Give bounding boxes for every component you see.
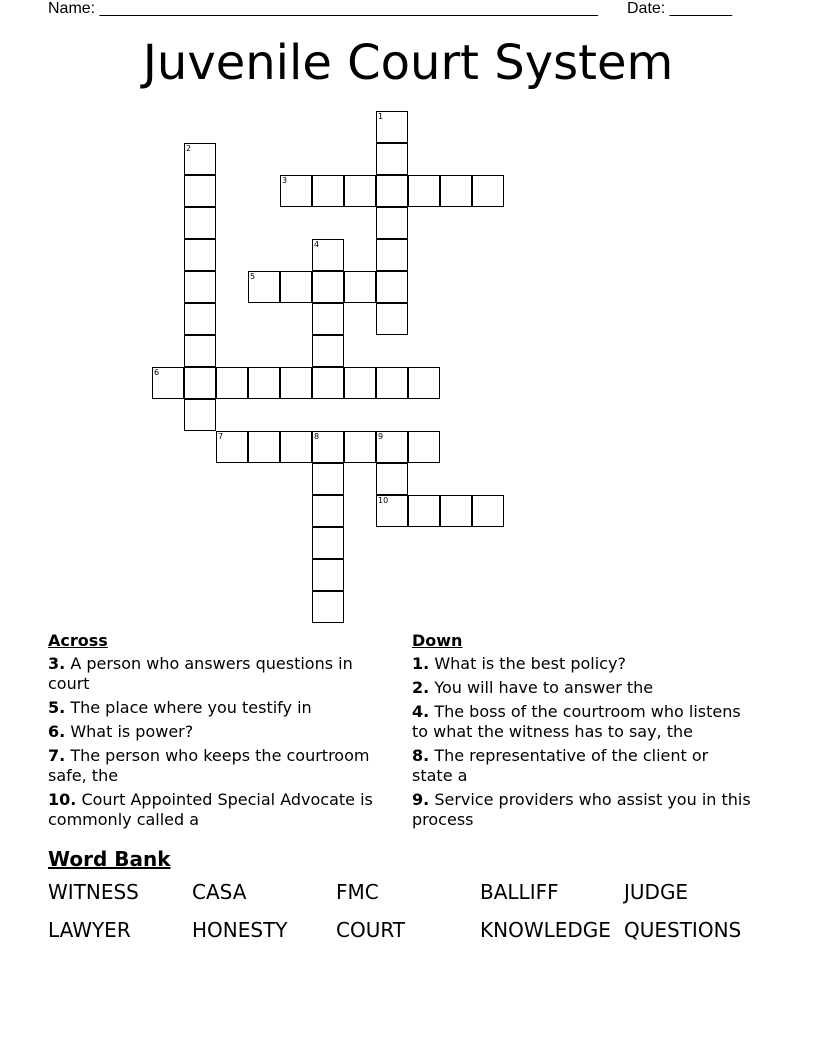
clue-number: 3. [48,654,66,673]
crossword-cell[interactable] [248,271,280,303]
crossword-cell[interactable] [312,495,344,527]
clue-number: 2. [412,678,430,697]
crossword-cell[interactable] [376,143,408,175]
clue-text: What is power? [70,722,194,741]
clue-number: 7. [48,746,66,765]
crossword-cell[interactable] [376,463,408,495]
crossword-cell[interactable] [376,495,408,527]
across-heading: Across [48,631,108,650]
crossword-cell[interactable] [152,367,184,399]
crossword-cell[interactable] [184,335,216,367]
word-bank-heading: Word Bank [48,847,171,871]
clue-text: The representative of the client or state a [412,746,709,785]
date-field[interactable]: Date: _______ [627,0,732,17]
crossword-cell[interactable] [312,527,344,559]
crossword-cell[interactable] [376,271,408,303]
word-bank-item: JUDGE [624,880,689,904]
clue-text: A person who answers questions in court [48,654,353,693]
clue-number: 8. [412,746,430,765]
crossword-cell[interactable] [472,495,504,527]
clue-down [412,746,752,786]
crossword-cell[interactable] [280,175,312,207]
clue-across [48,746,384,786]
crossword-cell[interactable] [184,303,216,335]
clue-number: 9. [412,790,430,809]
clue-number-label: 10 [378,496,389,505]
crossword-cell[interactable] [184,207,216,239]
word-bank-item: WITNESS [48,880,139,904]
down-clues [412,631,752,834]
word-bank-item: LAWYER [48,918,131,942]
clue-text: What is the best policy? [434,654,626,673]
crossword-cell[interactable] [312,431,344,463]
crossword-cell[interactable] [280,271,312,303]
crossword-cell[interactable] [184,399,216,431]
crossword-cell[interactable] [216,431,248,463]
clue-number: 5. [48,698,66,717]
crossword-cell[interactable] [376,431,408,463]
word-bank-item: CASA [192,880,247,904]
page-title: Juvenile Court System [142,35,674,91]
crossword-cell[interactable] [376,367,408,399]
clue-across [48,722,384,742]
crossword-cell[interactable] [440,495,472,527]
crossword-cell[interactable] [344,175,376,207]
word-bank-item: HONESTY [192,918,288,942]
across-clues [48,631,384,834]
crossword-cell[interactable] [312,367,344,399]
word-bank [48,880,768,943]
crossword-cell[interactable] [408,175,440,207]
down-heading: Down [412,631,463,650]
clue-text: The boss of the courtroom who listens to what the witness has to say, the [412,702,741,741]
crossword-cell[interactable] [376,111,408,143]
crossword-cell[interactable] [312,271,344,303]
clue-across [48,790,384,830]
clue-number: 6. [48,722,66,741]
clue-number-label: 6 [154,368,160,377]
clue-number-label: 3 [282,176,288,185]
clue-number: 4. [412,702,430,721]
clue-text: The place where you testify in [70,698,312,717]
crossword-cell[interactable] [376,175,408,207]
word-bank-item: FMC [336,880,379,904]
clue-text: The person who keeps the courtroom safe, the [48,746,370,785]
clue-number: 1. [412,654,430,673]
crossword-cell[interactable] [248,367,280,399]
crossword-cell[interactable] [344,367,376,399]
clue-down [412,790,752,830]
word-bank-item: KNOWLEDGE [480,918,611,942]
crossword-cell[interactable] [280,431,312,463]
crossword-cell[interactable] [312,335,344,367]
crossword-cell[interactable] [312,559,344,591]
clue-number-label: 4 [314,240,320,249]
crossword-cell[interactable] [184,143,216,175]
crossword-cell[interactable] [312,303,344,335]
clue-text: Court Appointed Special Advocate is commonly called a [48,790,373,829]
header [48,0,748,22]
crossword-cell[interactable] [312,463,344,495]
crossword-cell[interactable] [376,239,408,271]
crossword-cell[interactable] [280,367,312,399]
clue-text: You will have to answer the [434,678,654,697]
word-bank-item: QUESTIONS [624,918,742,942]
crossword-cell[interactable] [376,207,408,239]
clue-number-label: 5 [250,272,256,281]
crossword-cell[interactable] [184,175,216,207]
crossword-cell[interactable] [408,367,440,399]
name-field[interactable]: Name: ________________________________________________________ [48,0,598,17]
crossword-cell[interactable] [408,495,440,527]
crossword-cell[interactable] [344,271,376,303]
word-bank-item: BALLIFF [480,880,559,904]
clue-down [412,678,752,698]
clue-number: 10. [48,790,77,809]
crossword-cell[interactable] [184,367,216,399]
crossword-cell[interactable] [248,431,280,463]
clue-number-label: 9 [378,432,384,441]
clue-number-label: 2 [186,144,192,153]
crossword-cell[interactable] [344,431,376,463]
crossword-cell[interactable] [376,303,408,335]
crossword-cell[interactable] [184,271,216,303]
crossword-cell[interactable] [312,239,344,271]
crossword-cell[interactable] [440,175,472,207]
clue-number-label: 1 [378,112,384,121]
clue-number-label: 7 [218,432,224,441]
clue-across [48,654,384,694]
clue-number-label: 8 [314,432,320,441]
crossword-cell[interactable] [184,239,216,271]
clue-down [412,654,752,674]
crossword-cell[interactable] [472,175,504,207]
crossword-cell[interactable] [216,367,248,399]
clue-text: Service providers who assist you in this process [412,790,751,829]
crossword-cell[interactable] [312,591,344,623]
crossword-cell[interactable] [312,175,344,207]
clue-across [48,698,384,718]
word-bank-item: COURT [336,918,406,942]
crossword-cell[interactable] [408,431,440,463]
clue-down [412,702,752,742]
